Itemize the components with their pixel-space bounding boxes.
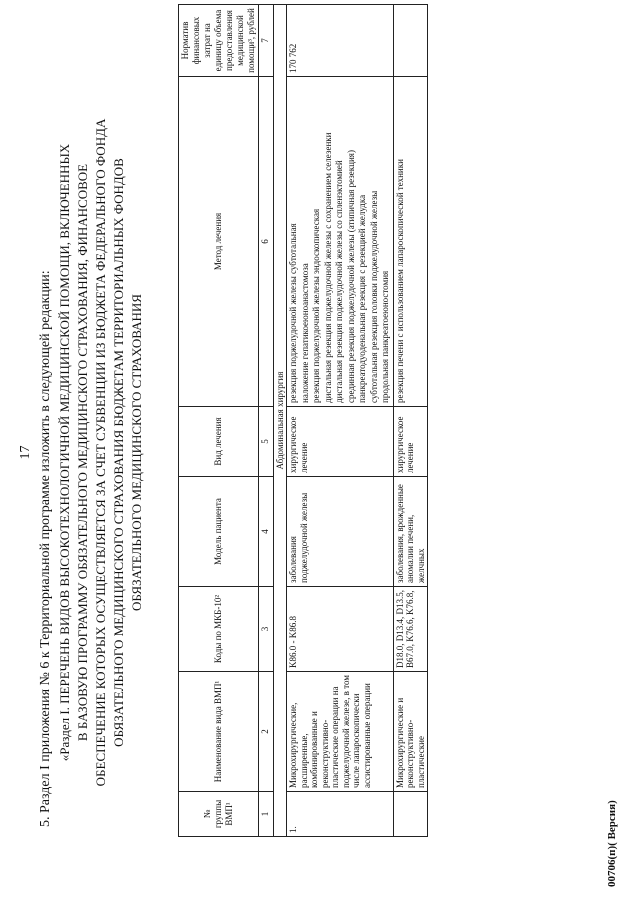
header-treatment-method: Метод лечения	[179, 77, 259, 407]
row-vmp-name: Микрохирургические, расширенные, комбинированные и реконструктивно-пластические операции на поджелудочной железе, в том числе лапароскопически ассистированные операции	[287, 672, 394, 792]
row-icd-codes: D18.0, D13.4, D13.5, B67.0, K76.6, K76.8,	[393, 587, 428, 672]
row-patient-model: заболевания, врожденные аномалии печени, желчных	[393, 477, 428, 587]
row-icd-codes: K86.0 - K86.8	[287, 587, 394, 672]
vmp-table	[178, 4, 428, 837]
header-vmp-name: Наименование вида ВМП¹	[179, 672, 259, 792]
header-cost-norm: Норматив финансовых затрат на единицу объема предоставления медицинской помощи³, рублей	[179, 5, 259, 77]
column-number-row	[259, 5, 274, 837]
heading-line: «Раздел I. ПЕРЕЧЕНЬ ВИДОВ ВЫСОКОТЕХНОЛОГИЧНОЙ МЕДИЦИНСКОЙ ПОМОЩИ, ВКЛЮЧЕННЫХ	[57, 143, 72, 762]
row-treatment-type: хирургическое лечение	[287, 407, 394, 477]
row-patient-model: заболевания поджелудочной железы	[287, 477, 394, 587]
header-patient-model: Модель пациента	[179, 477, 259, 587]
heading-line: В БАЗОВУЮ ПРОГРАММУ ОБЯЗАТЕЛЬНОГО МЕДИЦИНСКОГО СТРАХОВАНИЯ, ФИНАНСОВОЕ	[75, 163, 90, 742]
method-item: наложение гепатикоеюноанастомоза	[299, 263, 310, 403]
row-treatment-methods	[287, 77, 394, 407]
column-number: 5	[259, 407, 274, 477]
header-icd-codes: Коды по МКБ-10²	[179, 587, 259, 672]
header-treatment-type: Вид лечения	[179, 407, 259, 477]
column-number: 4	[259, 477, 274, 587]
method-item: резекция поджелудочной железы эндоскопическая	[311, 208, 321, 403]
column-number: 2	[259, 672, 274, 792]
method-item: панкреатодуоденальная резекция с резекцией желудка	[357, 194, 367, 403]
row-cost-norm: 170 762	[287, 5, 394, 77]
method-item: срединная резекция поджелудочной железы (атипичная резекция)	[345, 150, 356, 403]
table-header-row	[179, 5, 259, 837]
section-title: Абдоминальная хирургия	[274, 5, 287, 837]
row-group	[393, 792, 428, 837]
method-item: субтотальная резекция головки поджелудочной железы	[368, 190, 379, 403]
column-number: 6	[259, 77, 274, 407]
table-row	[393, 5, 428, 837]
method-item: дистальная резекция поджелудочной железы с сохранением селезенки	[322, 132, 333, 403]
column-number: 7	[259, 5, 274, 77]
row-group: 1.	[287, 792, 394, 837]
row-cost-norm	[393, 5, 428, 77]
method-item: резекция поджелудочной железы субтотальная	[288, 223, 298, 403]
table-row	[287, 5, 394, 837]
intro-text: 5. Раздел I приложения № 6 к Территориальной программе изложить в следующей редакции:	[38, 270, 53, 827]
page-number: 17	[18, 445, 33, 460]
section-heading	[56, 60, 146, 845]
heading-line: ОБЕСПЕЧЕНИЕ КОТОРЫХ ОСУЩЕСТВЛЯЕТСЯ ЗА СЧЕТ СУБВЕНЦИИ ИЗ БЮДЖЕТА ФЕДЕРАЛЬНОГО ФОНДА	[93, 118, 108, 787]
row-treatment-method: резекция печени с использованием лапароскопической техники	[393, 77, 428, 407]
section-row	[274, 5, 287, 837]
column-number: 3	[259, 587, 274, 672]
row-treatment-type: хирургическое лечение	[393, 407, 428, 477]
method-item: дистальная резекция поджелудочной железы со спленэктомией	[334, 160, 344, 403]
method-item: продольная панкреатоеюностомия	[380, 270, 390, 403]
row-vmp-name: Микрохирургические и реконструктивно-пластические	[393, 672, 428, 792]
heading-line: ОБЯЗАТЕЛЬНОГО МЕДИЦИНСКОГО СТРАХОВАНИЯ БЮДЖЕТАМ ТЕРРИТОРИАЛЬНЫХ ФОНДОВ	[111, 158, 126, 747]
column-number: 1	[259, 792, 274, 837]
header-group: № группы ВМП¹	[179, 792, 259, 837]
heading-line: ОБЯЗАТЕЛЬНОГО МЕДИЦИНСКОГО СТРАХОВАНИЯ	[129, 294, 144, 611]
document-footer: 00706(п)( Версия)	[606, 800, 618, 887]
